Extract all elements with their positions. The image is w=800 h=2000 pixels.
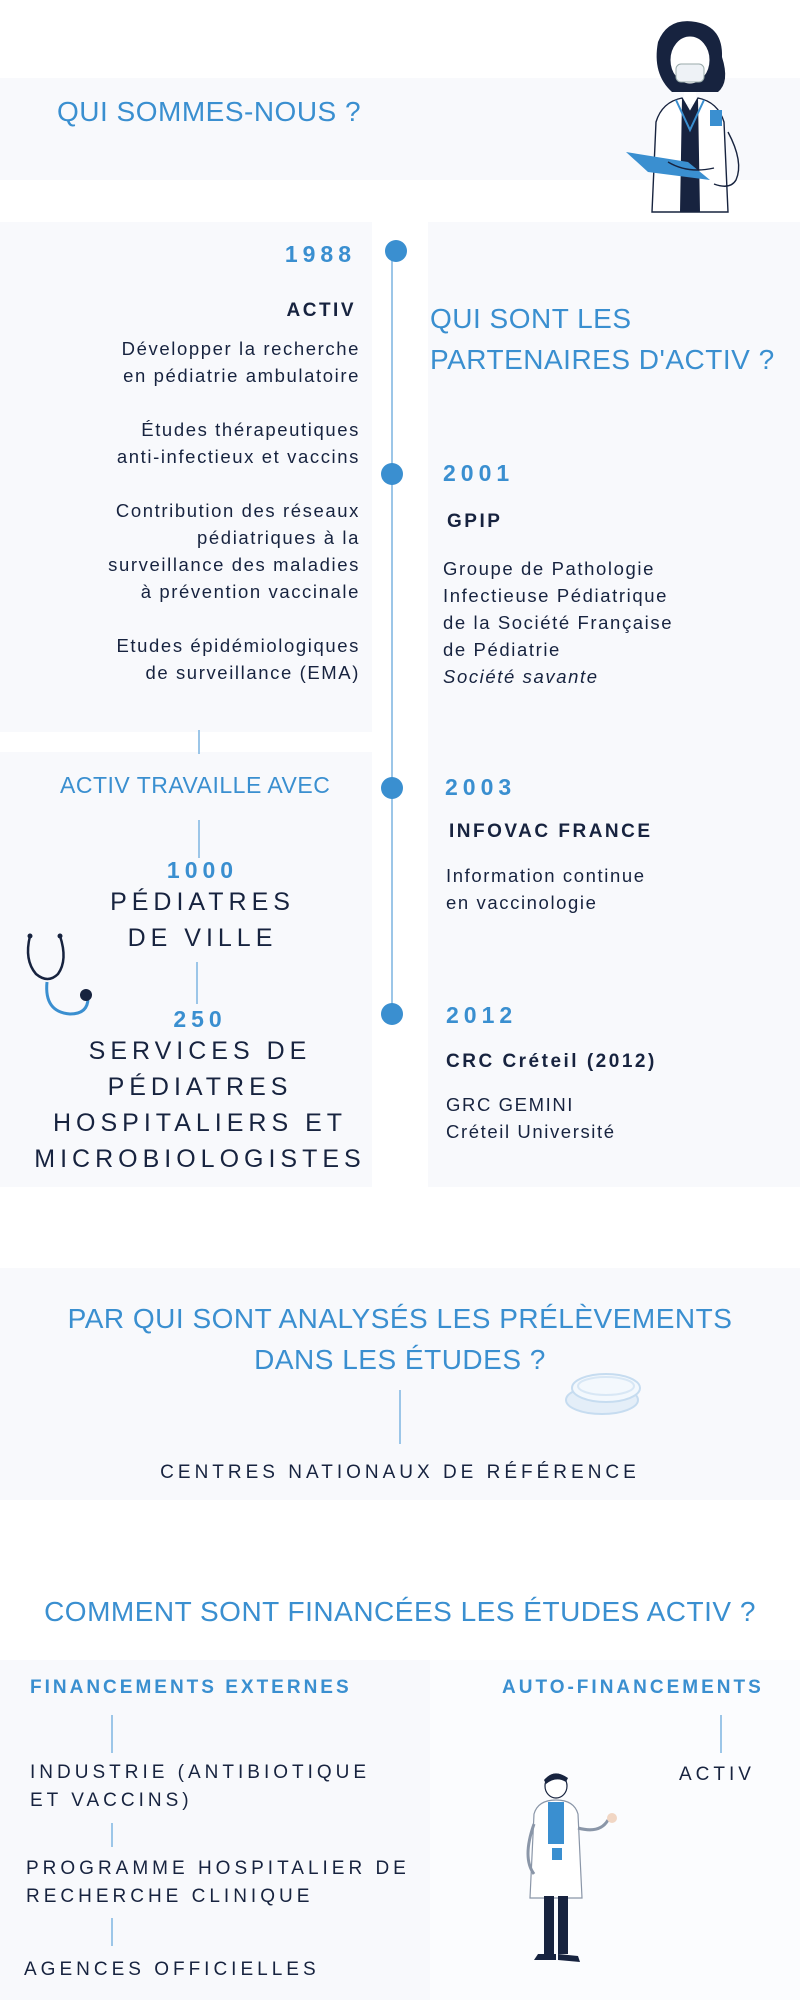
- external-item-3: AGENCES OFFICIELLES: [24, 1959, 320, 1980]
- doctor-woman-illustration: [618, 12, 768, 222]
- connector-external-3: [111, 1918, 113, 1946]
- petri-dish-icon: [560, 1364, 644, 1420]
- external-funding-heading: FINANCEMENTS EXTERNES: [30, 1677, 352, 1698]
- year-2003: 2003: [445, 774, 517, 800]
- gpip-desc: Groupe de Pathologie Infectieuse Pédiatrique de la Société Française de Pédiatrie Société savante: [443, 555, 673, 690]
- self-funding-heading: AUTO-FINANCEMENTS: [502, 1677, 764, 1698]
- activ-heading: ACTIV: [286, 300, 356, 321]
- works-with-title: ACTIV TRAVAILLE AVEC: [60, 772, 331, 798]
- gpip-heading: GPIP: [447, 511, 503, 532]
- mission-3: Contribution des réseaux pédiatriques à la surveillance des maladies à prévention vaccinale: [108, 500, 360, 602]
- partners-title: QUI SONT LES PARTENAIRES D'ACTIV ?: [430, 303, 775, 375]
- self-item: ACTIV: [679, 1764, 755, 1785]
- year-2001: 2001: [443, 460, 515, 486]
- connector-external-1: [111, 1715, 113, 1753]
- crc-heading: CRC Créteil (2012): [446, 1051, 657, 1072]
- funding-title: COMMENT SONT FINANCÉES LES ÉTUDES ACTIV ?: [44, 1596, 756, 1627]
- gpip-note: Société savante: [443, 666, 599, 687]
- external-item-1: INDUSTRIE (ANTIBIOTIQUE ET VACCINS): [30, 1762, 371, 1811]
- doctor-man-illustration: [508, 1768, 628, 1968]
- mission-2: Études thérapeutiques anti-infectieux et vaccins: [116, 419, 360, 467]
- timeline-dot-2012: [381, 1003, 403, 1025]
- year-1988: 1988: [284, 241, 356, 267]
- stat-250: 250 SERVICES DE PÉDIATRES HOSPITALIERS ET MICROBIOLOGISTES: [34, 1006, 366, 1173]
- mission-1: Développer la recherche en pédiatrie ambulatoire: [121, 338, 360, 386]
- year-2012: 2012: [446, 1002, 518, 1028]
- section-title-who: QUI SOMMES-NOUS ?: [57, 96, 362, 127]
- mission-4: Etudes épidémiologiques de surveillance (EMA): [116, 635, 360, 683]
- connector-works-1000: [198, 820, 200, 858]
- timeline-dot-2001: [381, 463, 403, 485]
- timeline-dot-1988: [385, 240, 407, 262]
- stat-1000: 1000 PÉDIATRES DE VILLE: [110, 857, 295, 952]
- connector-samples: [399, 1390, 401, 1444]
- connector-activ-works: [198, 730, 200, 754]
- external-item-2: PROGRAMME HOSPITALIER DE RECHERCHE CLINIQUE: [26, 1858, 410, 1907]
- infovac-heading: INFOVAC FRANCE: [449, 821, 653, 842]
- connector-1000-250: [196, 962, 198, 1004]
- timeline-line: [391, 252, 393, 1012]
- infovac-desc: Information continue en vaccinologie: [446, 865, 646, 913]
- connector-self: [720, 1715, 722, 1753]
- connector-external-2: [111, 1823, 113, 1847]
- timeline-dot-2003: [381, 777, 403, 799]
- samples-title: PAR QUI SONT ANALYSÉS LES PRÉLÈVEMENTS DANS LES ÉTUDES ?: [67, 1303, 733, 1375]
- samples-answer: CENTRES NATIONAUX DE RÉFÉRENCE: [160, 1462, 640, 1483]
- external-funding-panel: [0, 1660, 430, 2000]
- crc-desc: GRC GEMINI Créteil Université: [446, 1094, 616, 1142]
